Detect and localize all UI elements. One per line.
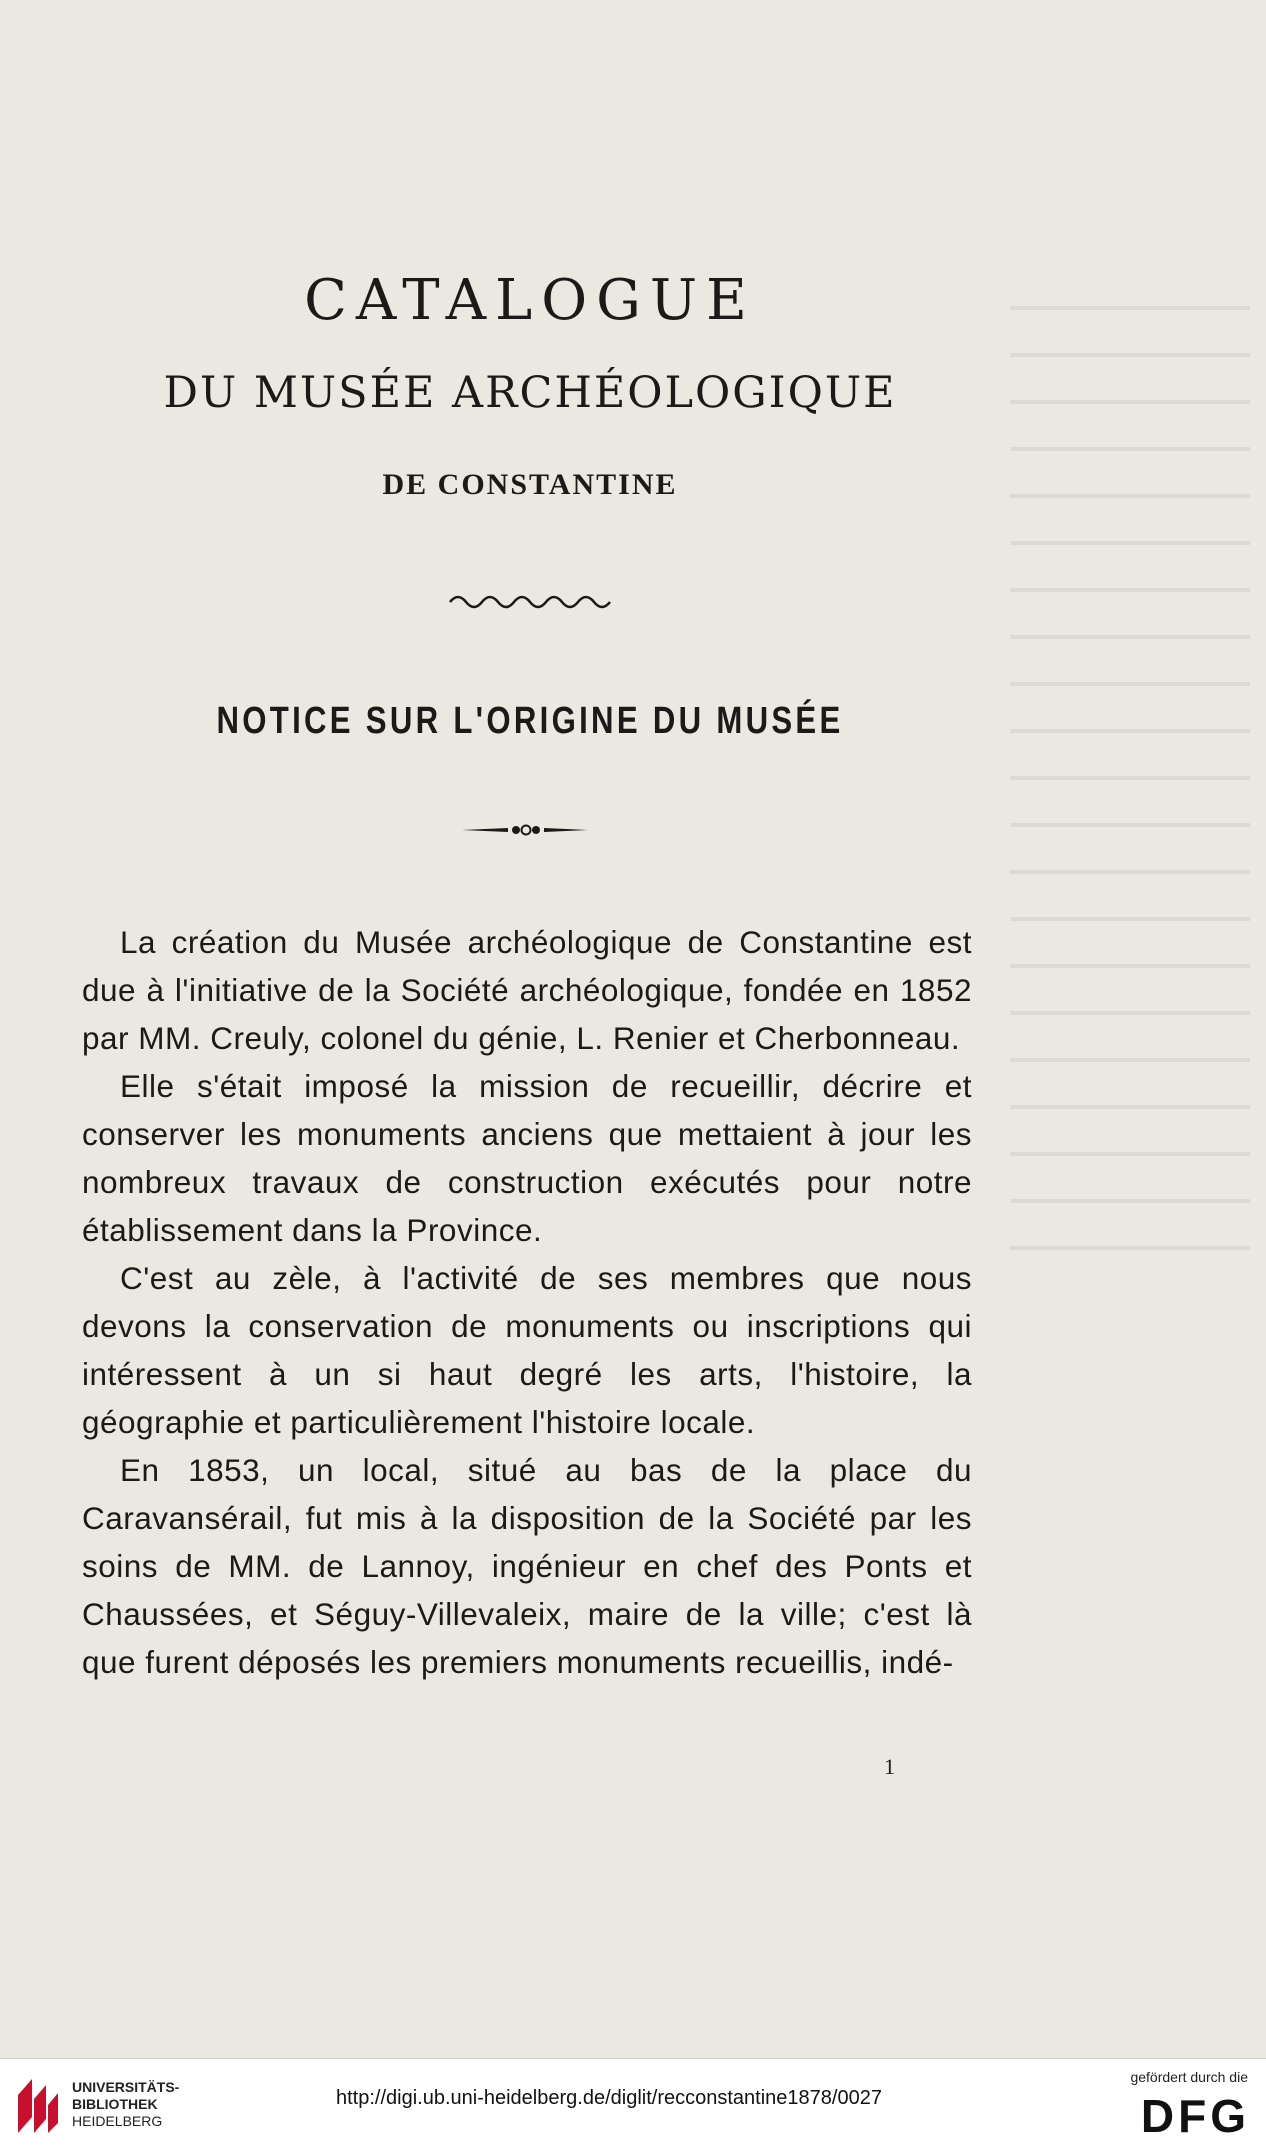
section-heading: NOTICE SUR L'ORIGINE DU MUSÉE	[216, 700, 844, 742]
university-library-logo-icon	[12, 2075, 62, 2137]
squiggle-ornament	[448, 588, 618, 614]
paragraph: C'est au zèle, à l'activité de ses membres que nous devons la conservation de monuments ou inscriptions qui intéressent à un si haut degré les arts, l'histoire, la géographie et particulièrement l'histoire locale.	[82, 1260, 972, 1440]
paragraph: Elle s'était imposé la mission de recueillir, décrire et conserver les monuments anciens que mettaient à jour les nombreux travaux de construction exécutés pour notre établissement dans la Province.	[82, 1068, 972, 1248]
catalogue-title: CATALOGUE	[304, 268, 756, 333]
dfg-logo: DFG	[1140, 2090, 1250, 2142]
page-number: 1	[884, 1754, 895, 1779]
source-url-link[interactable]: http://digi.ub.uni-heidelberg.de/diglit/recconstantine1878/0027	[336, 2087, 882, 2109]
library-name: UNIVERSITÄTS- BIBLIOTHEK HEIDELBERG	[72, 2079, 180, 2129]
city-subtitle: DE CONSTANTINE	[382, 468, 678, 501]
digitization-footer	[0, 2058, 1266, 2149]
paragraph: La création du Musée archéologique de Constantine est due à l'initiative de la Société archéologique, fondée en 1852 par MM. Creuly, colonel du génie, L. Renier et Cherbonneau.	[82, 924, 972, 1056]
museum-subtitle: DU MUSÉE ARCHÉOLOGIQUE	[163, 368, 897, 418]
ornamental-rule	[460, 818, 590, 842]
funder-label: gefördert durch die	[1130, 2069, 1248, 2085]
body-text	[82, 918, 972, 1686]
show-through-text	[1010, 270, 1250, 1270]
paragraph: En 1853, un local, situé au bas de la place du Caravansérail, fut mis à la disposition de la Société par les soins de MM. de Lannoy, ingénieur en chef des Ponts et Chaussées, et Séguy-Villevaleix, maire de la ville; c'est là que furent déposés les premiers monuments recueillis, indé-	[82, 1452, 972, 1680]
